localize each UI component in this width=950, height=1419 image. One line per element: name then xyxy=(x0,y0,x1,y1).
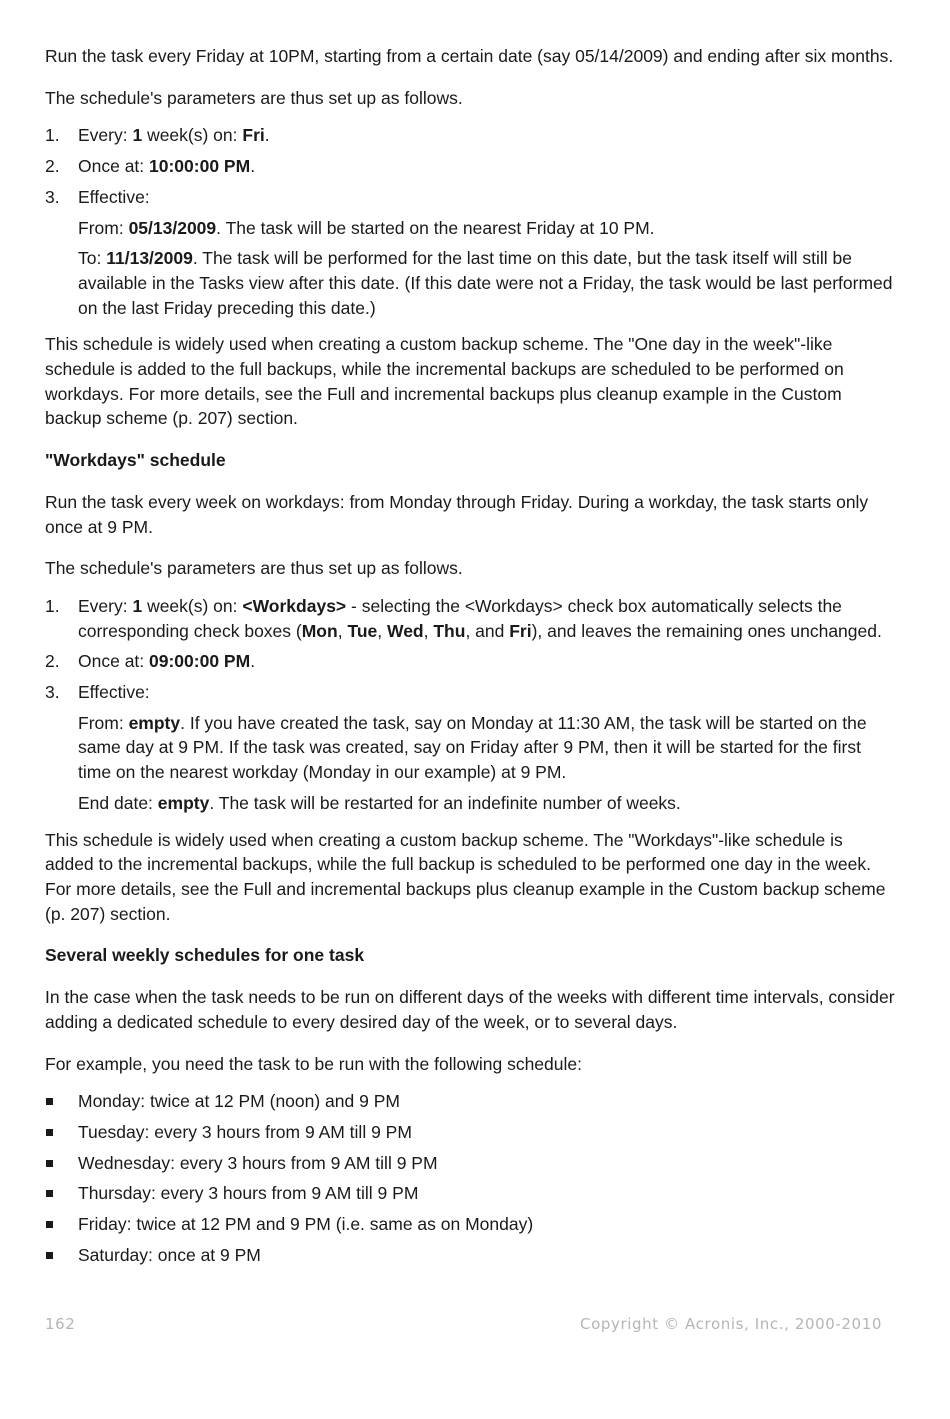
workdays-end-date: End date: empty. The task will be restarted for an indefinite number of weeks. xyxy=(78,792,681,813)
list-item: Friday: twice at 12 PM and 9 PM (i.e. same as on Monday) xyxy=(45,1212,895,1237)
effective-to: To: 11/13/2009. The task will be performed for the last time on this date, but the task itself will still be available in the Tasks view after this date. (If this date were not a Friday, the task would be last performed on the last Friday preceding this date.) xyxy=(78,248,893,318)
list-item: Monday: twice at 12 PM (noon) and 9 PM xyxy=(45,1089,895,1114)
bullet-square-icon xyxy=(46,1129,53,1136)
parameters-intro: The schedule's parameters are thus set up as follows. xyxy=(45,87,463,108)
intro-paragraph: Run the task every Friday at 10PM, starting from a certain date (say 05/14/2009) and ending after six months. xyxy=(45,46,894,66)
step-once-at: 2. Once at: 10:00:00 PM. xyxy=(45,156,256,177)
bullet-square-icon xyxy=(46,1190,53,1197)
workdays-intro: Run the task every week on workdays: from Monday through Friday. During a workday, the task starts only once at 9 PM. xyxy=(45,491,869,537)
bullet-square-icon xyxy=(46,1098,53,1105)
workdays-step-effective: 3. Effective: xyxy=(45,682,150,703)
bullet-square-icon xyxy=(46,1252,53,1259)
workdays-schedule-steps xyxy=(45,594,895,816)
workdays-step-once-at: 2. Once at: 09:00:00 PM. xyxy=(45,651,256,672)
list-item: Saturday: once at 9 PM xyxy=(45,1243,895,1268)
workdays-effective-from: From: empty. If you have created the task, say on Monday at 11:30 AM, the task will be started on the same day at 9 PM. If the task was created, say on Friday after 9 PM, then it will be started for the first time on the nearest workday (Monday in our example) at 9 PM. xyxy=(78,712,867,783)
effective-from: From: 05/13/2009. The task will be started on the nearest Friday at 10 PM. xyxy=(78,217,655,238)
workdays-heading: "Workdays" schedule xyxy=(45,450,226,471)
list-item: Thursday: every 3 hours from 9 AM till 9 PM xyxy=(45,1181,895,1206)
one-day-usage-paragraph: This schedule is widely used when creating a custom backup scheme. The "One day in the week"-like schedule is added to the full backups, while the incremental backups are scheduled to be performed on workdays. For more details, see the Full and incremental backups plus cleanup example in the Custom backup scheme (p. 207) section. xyxy=(45,334,844,429)
step-every: 1. Every: 1 week(s) on: Fri. xyxy=(45,125,270,146)
list-item: Tuesday: every 3 hours from 9 AM till 9 PM xyxy=(45,1120,895,1145)
bullet-square-icon xyxy=(46,1160,53,1167)
copyright-notice: Copyright © Acronis, Inc., 2000-2010 xyxy=(580,1315,882,1333)
weekly-schedule-list xyxy=(45,1089,895,1267)
bullet-square-icon xyxy=(46,1221,53,1228)
page-number: 162 xyxy=(45,1315,76,1333)
step-effective: 3. Effective: xyxy=(45,186,150,207)
workdays-usage-paragraph: This schedule is widely used when creating a custom backup scheme. The "Workdays"-like schedule is added to the incremental backups, while the full backup is scheduled to be performed one day in the week. For more details, see the Full and incremental backups plus cleanup example in the Custom backup scheme (p. 207) section. xyxy=(45,829,886,924)
friday-schedule-steps xyxy=(45,123,895,320)
document-body xyxy=(45,44,895,1279)
list-item: Wednesday: every 3 hours from 9 AM till 9 PM xyxy=(45,1151,895,1176)
workdays-step-every: 1. Every: 1 week(s) on: <Workdays> - selecting the <Workdays> check box automatically selects the corresponding check boxes (Mon, Tue, Wed, Thu, and Fri), and leaves the remaining ones unchanged. xyxy=(45,595,882,641)
workdays-parameters-intro: The schedule's parameters are thus set up as follows. xyxy=(45,558,463,579)
example-intro: For example, you need the task to be run with the following schedule: xyxy=(45,1053,582,1074)
several-schedules-heading: Several weekly schedules for one task xyxy=(45,945,365,966)
several-schedules-intro: In the case when the task needs to be run on different days of the weeks with different time intervals, consider adding a dedicated schedule to every desired day of the week, or to several days. xyxy=(45,987,895,1032)
